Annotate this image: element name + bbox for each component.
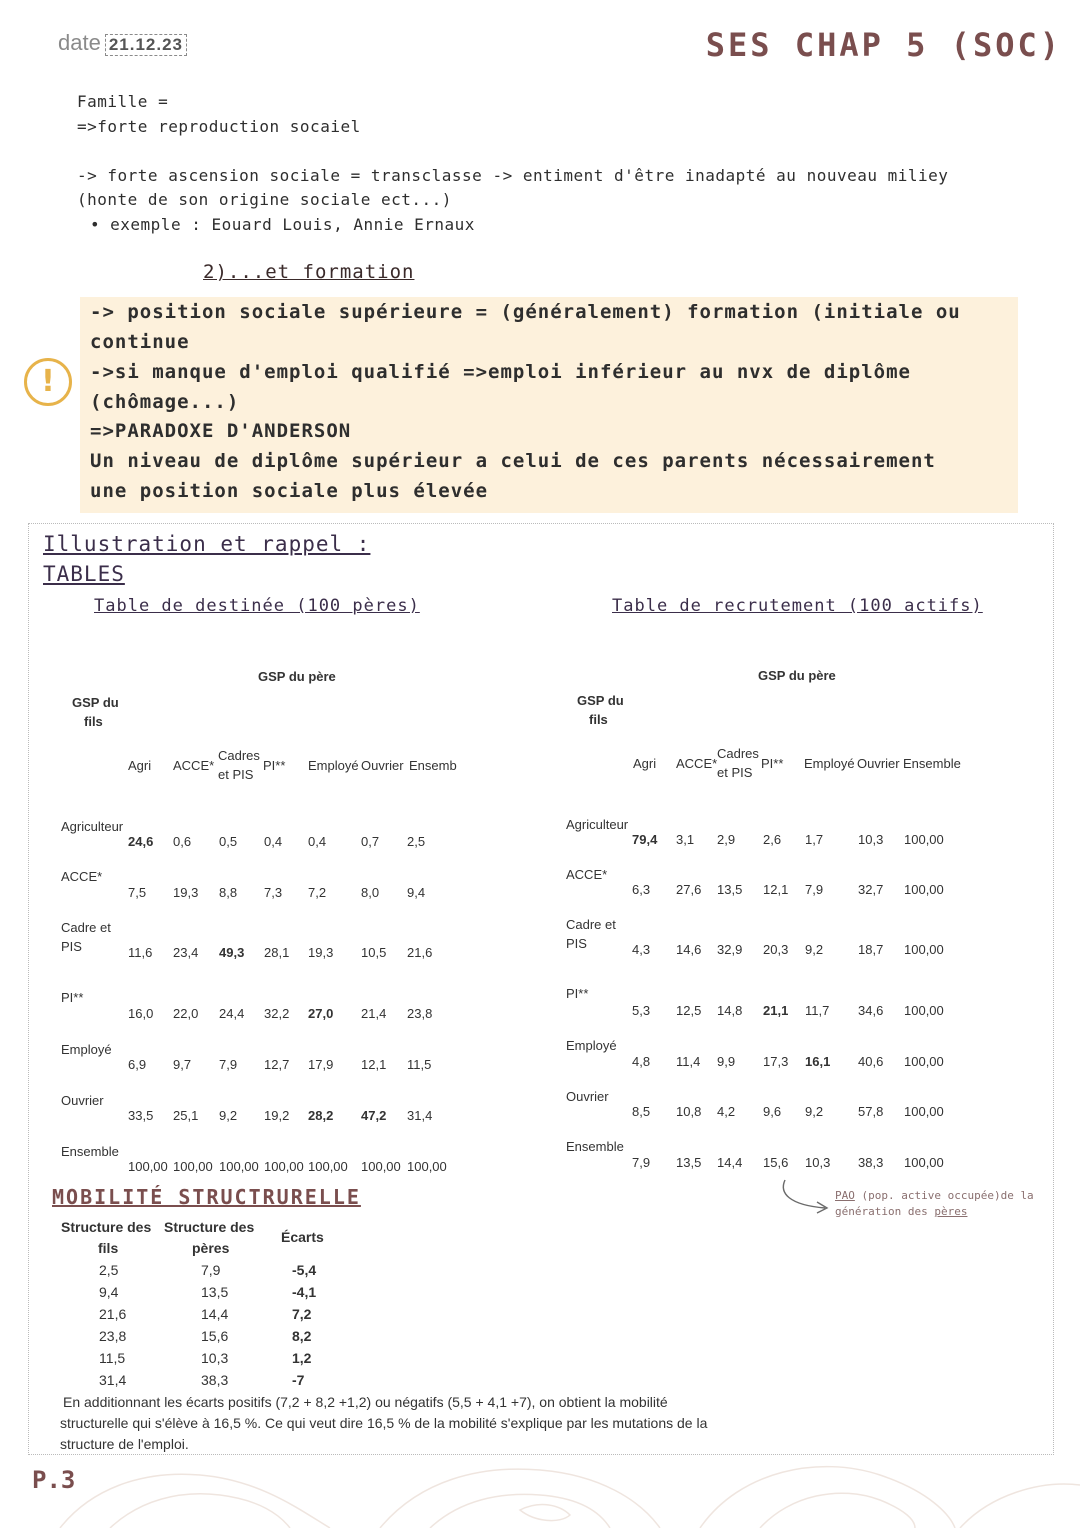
table-cell: 7,9 bbox=[219, 1057, 238, 1072]
table-cell: 20,3 bbox=[763, 942, 789, 957]
column-header: Ouvrier bbox=[361, 758, 404, 773]
column-header: Ensemble bbox=[903, 756, 961, 771]
column-header: Employé bbox=[804, 756, 855, 771]
table-cell: 9,2 bbox=[805, 942, 824, 957]
table-cell: 15,6 bbox=[763, 1155, 789, 1170]
table-cell: 7,3 bbox=[264, 885, 283, 900]
pao-annotation: PAO (pop. active occupée)de la génération des pères bbox=[835, 1189, 1034, 1218]
table-cell: 9,6 bbox=[763, 1104, 782, 1119]
mob-cell: 15,6 bbox=[201, 1328, 229, 1344]
table-cell: 23,4 bbox=[173, 945, 199, 960]
column-header: ACCE* bbox=[676, 756, 718, 771]
table-cell: 100,00 bbox=[219, 1159, 259, 1174]
table-cell: 2,9 bbox=[717, 832, 736, 847]
mob-cell: -7 bbox=[292, 1372, 305, 1388]
table-cell: 5,3 bbox=[632, 1003, 651, 1018]
table-cell: 12,1 bbox=[361, 1057, 387, 1072]
exclamation-icon: ! bbox=[24, 358, 72, 406]
note-honte: (honte de son origine sociale ect...) bbox=[77, 190, 452, 209]
table-cell: 79,4 bbox=[632, 832, 658, 847]
column-header: PI** bbox=[263, 758, 286, 773]
row-label: PIS bbox=[61, 939, 82, 954]
table-cell: 100,00 bbox=[904, 1003, 944, 1018]
table-cell: 4,3 bbox=[632, 942, 651, 957]
table-cell: 2,6 bbox=[763, 832, 782, 847]
column-header: Ensemb bbox=[409, 758, 457, 773]
table-cell: 11,6 bbox=[128, 945, 153, 960]
row-label: Agriculteur bbox=[61, 819, 124, 834]
table-cell: 25,1 bbox=[173, 1108, 199, 1123]
table-cell: 21,6 bbox=[407, 945, 433, 960]
table-cell: 27,6 bbox=[676, 882, 702, 897]
table-cell: 9,4 bbox=[407, 885, 426, 900]
mobilite-paragraph: structurelle qui s'élève à 16,5 %. Ce qui veut dire 16,5 % de la mobilité s'explique par les mutations de la bbox=[60, 1415, 708, 1431]
row-label: Ouvrier bbox=[566, 1089, 609, 1104]
mob-cell: 2,5 bbox=[99, 1262, 119, 1278]
callout-line: (chômage...) bbox=[90, 391, 240, 413]
column-header: Agri bbox=[128, 758, 152, 773]
mob-cell: 38,3 bbox=[201, 1372, 229, 1388]
table-cell: 9,7 bbox=[173, 1057, 192, 1072]
row-label: Cadre et bbox=[61, 920, 111, 935]
date-label: date 21.12.23 bbox=[58, 30, 187, 56]
date-value: 21.12.23 bbox=[105, 34, 187, 56]
row-label: PIS bbox=[566, 936, 587, 951]
mob-cell: -4,1 bbox=[292, 1284, 317, 1300]
table-cell: 4,2 bbox=[717, 1104, 736, 1119]
table-cell: 8,0 bbox=[361, 885, 380, 900]
table-cell: 3,1 bbox=[676, 832, 695, 847]
row-label: Agriculteur bbox=[566, 817, 629, 832]
table-cell: 28,1 bbox=[264, 945, 290, 960]
column-header: et PIS bbox=[218, 767, 254, 782]
note-exemple: • exemple : Eouard Louis, Annie Ernaux bbox=[90, 215, 475, 234]
table-cell: 14,8 bbox=[717, 1003, 743, 1018]
table-cell: 13,5 bbox=[717, 882, 743, 897]
table-cell: 7,9 bbox=[805, 882, 824, 897]
table-cell: 1,7 bbox=[805, 832, 824, 847]
table-cell: 7,9 bbox=[632, 1155, 651, 1170]
mob-cell: 23,8 bbox=[99, 1328, 127, 1344]
table-cell: 100,00 bbox=[128, 1159, 168, 1174]
table-cell: 13,5 bbox=[676, 1155, 702, 1170]
table-cell: 32,9 bbox=[717, 942, 743, 957]
table-cell: 17,3 bbox=[763, 1054, 789, 1069]
row-label: Cadre et bbox=[566, 917, 616, 932]
callout-line: -> position sociale supérieure = (généralement) formation (initiale ou bbox=[90, 301, 961, 323]
table-cell: 16,0 bbox=[128, 1006, 154, 1021]
row-label: PI** bbox=[61, 990, 84, 1005]
mob-cell: 31,4 bbox=[99, 1372, 127, 1388]
row-label: Ensemble bbox=[566, 1139, 624, 1154]
table-cell: 0,4 bbox=[308, 834, 327, 849]
mob-cell: -5,4 bbox=[292, 1262, 317, 1278]
table-cell: 100,00 bbox=[904, 832, 944, 847]
mob-cell: 9,4 bbox=[99, 1284, 119, 1300]
table-cell: 34,6 bbox=[858, 1003, 884, 1018]
mobilite-title: MOBILITÉ STRUCTRURELLE bbox=[52, 1185, 361, 1209]
column-header: Agri bbox=[633, 756, 657, 771]
table-cell: 0,6 bbox=[173, 834, 192, 849]
table-cell: 57,8 bbox=[858, 1104, 884, 1119]
table-cell: 27,0 bbox=[308, 1006, 334, 1021]
table-cell: 23,8 bbox=[407, 1006, 433, 1021]
table-cell: 40,6 bbox=[858, 1054, 884, 1069]
illustration-frame bbox=[28, 523, 1054, 1455]
table-cell: 21,1 bbox=[763, 1003, 789, 1018]
son-header: fils bbox=[589, 712, 608, 727]
table-cell: 10,3 bbox=[858, 832, 884, 847]
row-label: ACCE* bbox=[61, 869, 103, 884]
table-cell: 47,2 bbox=[361, 1108, 387, 1123]
column-header: Cadres bbox=[218, 748, 260, 763]
callout-line: ->si manque d'emploi qualifié =>emploi inférieur au nvx de diplôme bbox=[90, 361, 911, 383]
table-cell: 12,7 bbox=[264, 1057, 290, 1072]
table-cell: 8,5 bbox=[632, 1104, 651, 1119]
mob-cell: 7,2 bbox=[292, 1306, 312, 1322]
row-label: Ensemble bbox=[61, 1144, 119, 1159]
table-cell: 11,5 bbox=[407, 1057, 432, 1072]
table-cell: 100,00 bbox=[904, 942, 944, 957]
column-header: PI** bbox=[761, 756, 784, 771]
mob-cell: 13,5 bbox=[201, 1284, 229, 1300]
table-cell: 14,6 bbox=[676, 942, 702, 957]
table-cell: 17,9 bbox=[308, 1057, 334, 1072]
table-cell: 6,9 bbox=[128, 1057, 147, 1072]
mob-cell: 21,6 bbox=[99, 1306, 127, 1322]
mobilite-paragraph: En additionnant les écarts positifs (7,2 + 8,2 +1,2) ou négatifs (5,5 + 4,1 +7), on obtient la mobilité bbox=[63, 1394, 668, 1410]
table-cell: 19,3 bbox=[173, 885, 199, 900]
table-cell: 28,2 bbox=[308, 1108, 334, 1123]
section-title-formation: 2)...et formation bbox=[203, 261, 415, 283]
table-cell: 4,8 bbox=[632, 1054, 651, 1069]
illustration-title: Illustration et rappel : bbox=[43, 532, 371, 556]
mob-cell: 14,4 bbox=[201, 1306, 229, 1322]
table-cell: 10,8 bbox=[676, 1104, 702, 1119]
row-label: Ouvrier bbox=[61, 1093, 104, 1108]
mob-header: fils bbox=[98, 1240, 119, 1256]
callout-line: continue bbox=[90, 331, 190, 353]
recrutement-table-title: Table de recrutement (100 actifs) bbox=[612, 596, 983, 616]
tables-title: TABLES bbox=[43, 562, 125, 586]
table-cell: 49,3 bbox=[219, 945, 245, 960]
table-cell: 7,2 bbox=[308, 885, 327, 900]
table-cell: 100,00 bbox=[904, 1054, 944, 1069]
column-header: Ouvrier bbox=[857, 756, 900, 771]
table-cell: 24,6 bbox=[128, 834, 154, 849]
row-label: Employé bbox=[61, 1042, 112, 1057]
callout-line: =>PARADOXE D'ANDERSON bbox=[90, 420, 352, 442]
table-cell: 12,1 bbox=[763, 882, 789, 897]
table-cell: 18,7 bbox=[858, 942, 884, 957]
table-cell: 38,3 bbox=[858, 1155, 884, 1170]
table-cell: 100,00 bbox=[904, 1104, 944, 1119]
table-cell: 22,0 bbox=[173, 1006, 199, 1021]
mob-cell: 10,3 bbox=[201, 1350, 229, 1366]
table-cell: 12,5 bbox=[676, 1003, 702, 1018]
son-header: GSP du bbox=[72, 695, 119, 710]
table-cell: 0,4 bbox=[264, 834, 283, 849]
mob-cell: 1,2 bbox=[292, 1350, 312, 1366]
table-cell: 100,00 bbox=[904, 882, 944, 897]
mob-header: Structure des bbox=[61, 1219, 152, 1235]
table-cell: 33,5 bbox=[128, 1108, 154, 1123]
table-cell: 9,2 bbox=[805, 1104, 824, 1119]
page-title: SES CHAP 5 (SOC) bbox=[705, 26, 1062, 64]
mobilite-paragraph: structure de l'emploi. bbox=[60, 1436, 189, 1452]
column-header: et PIS bbox=[717, 765, 753, 780]
table-cell: 8,8 bbox=[219, 885, 238, 900]
note-ascension: -> forte ascension sociale = transclasse -> entiment d'être inadapté au nouveau miliey bbox=[77, 166, 949, 185]
table-cell: 19,2 bbox=[264, 1108, 290, 1123]
table-cell: 100,00 bbox=[361, 1159, 401, 1174]
row-label: Employé bbox=[566, 1038, 617, 1053]
destinee-table-title: Table de destinée (100 pères) bbox=[94, 596, 420, 616]
father-header: GSP du père bbox=[758, 668, 836, 683]
table-cell: 24,4 bbox=[219, 1006, 245, 1021]
table-cell: 19,3 bbox=[308, 945, 334, 960]
table-cell: 2,5 bbox=[407, 834, 426, 849]
row-label: PI** bbox=[566, 986, 589, 1001]
mob-header: Écarts bbox=[281, 1229, 324, 1245]
mob-header: pères bbox=[192, 1240, 230, 1256]
table-cell: 6,3 bbox=[632, 882, 651, 897]
table-cell: 9,2 bbox=[219, 1108, 238, 1123]
column-header: ACCE* bbox=[173, 758, 215, 773]
table-cell: 21,4 bbox=[361, 1006, 387, 1021]
table-cell: 100,00 bbox=[264, 1159, 304, 1174]
mob-cell: 11,5 bbox=[99, 1350, 126, 1366]
mob-header: Structure des bbox=[164, 1219, 255, 1235]
table-cell: 32,7 bbox=[858, 882, 884, 897]
table-cell: 14,4 bbox=[717, 1155, 743, 1170]
table-cell: 10,3 bbox=[805, 1155, 831, 1170]
table-cell: 9,9 bbox=[717, 1054, 736, 1069]
table-cell: 0,7 bbox=[361, 834, 380, 849]
table-cell: 0,5 bbox=[219, 834, 238, 849]
callout-box bbox=[80, 297, 1018, 513]
note-famille: Famille = bbox=[77, 92, 169, 111]
mob-cell: 8,2 bbox=[292, 1328, 312, 1344]
table-cell: 16,1 bbox=[805, 1054, 831, 1069]
table-cell: 7,5 bbox=[128, 885, 147, 900]
table-cell: 100,00 bbox=[904, 1155, 944, 1170]
son-header: GSP du bbox=[577, 693, 624, 708]
son-header: fils bbox=[84, 714, 103, 729]
callout-line: Un niveau de diplôme supérieur a celui de ces parents nécessairement bbox=[90, 450, 936, 472]
row-label: ACCE* bbox=[566, 867, 608, 882]
table-cell: 100,00 bbox=[308, 1159, 348, 1174]
callout-line: une position sociale plus élevée bbox=[90, 480, 489, 502]
table-cell: 31,4 bbox=[407, 1108, 433, 1123]
page-number: P.3 bbox=[32, 1466, 76, 1494]
table-cell: 10,5 bbox=[361, 945, 387, 960]
note-reproduction: =>forte reproduction socaiel bbox=[77, 117, 361, 136]
table-cell: 32,2 bbox=[264, 1006, 290, 1021]
table-cell: 11,7 bbox=[805, 1003, 830, 1018]
table-cell: 100,00 bbox=[173, 1159, 213, 1174]
column-header: Employé bbox=[308, 758, 359, 773]
father-header: GSP du père bbox=[258, 669, 336, 684]
table-cell: 11,4 bbox=[676, 1054, 701, 1069]
table-cell: 100,00 bbox=[407, 1159, 447, 1174]
column-header: Cadres bbox=[717, 746, 759, 761]
mob-cell: 7,9 bbox=[201, 1262, 221, 1278]
